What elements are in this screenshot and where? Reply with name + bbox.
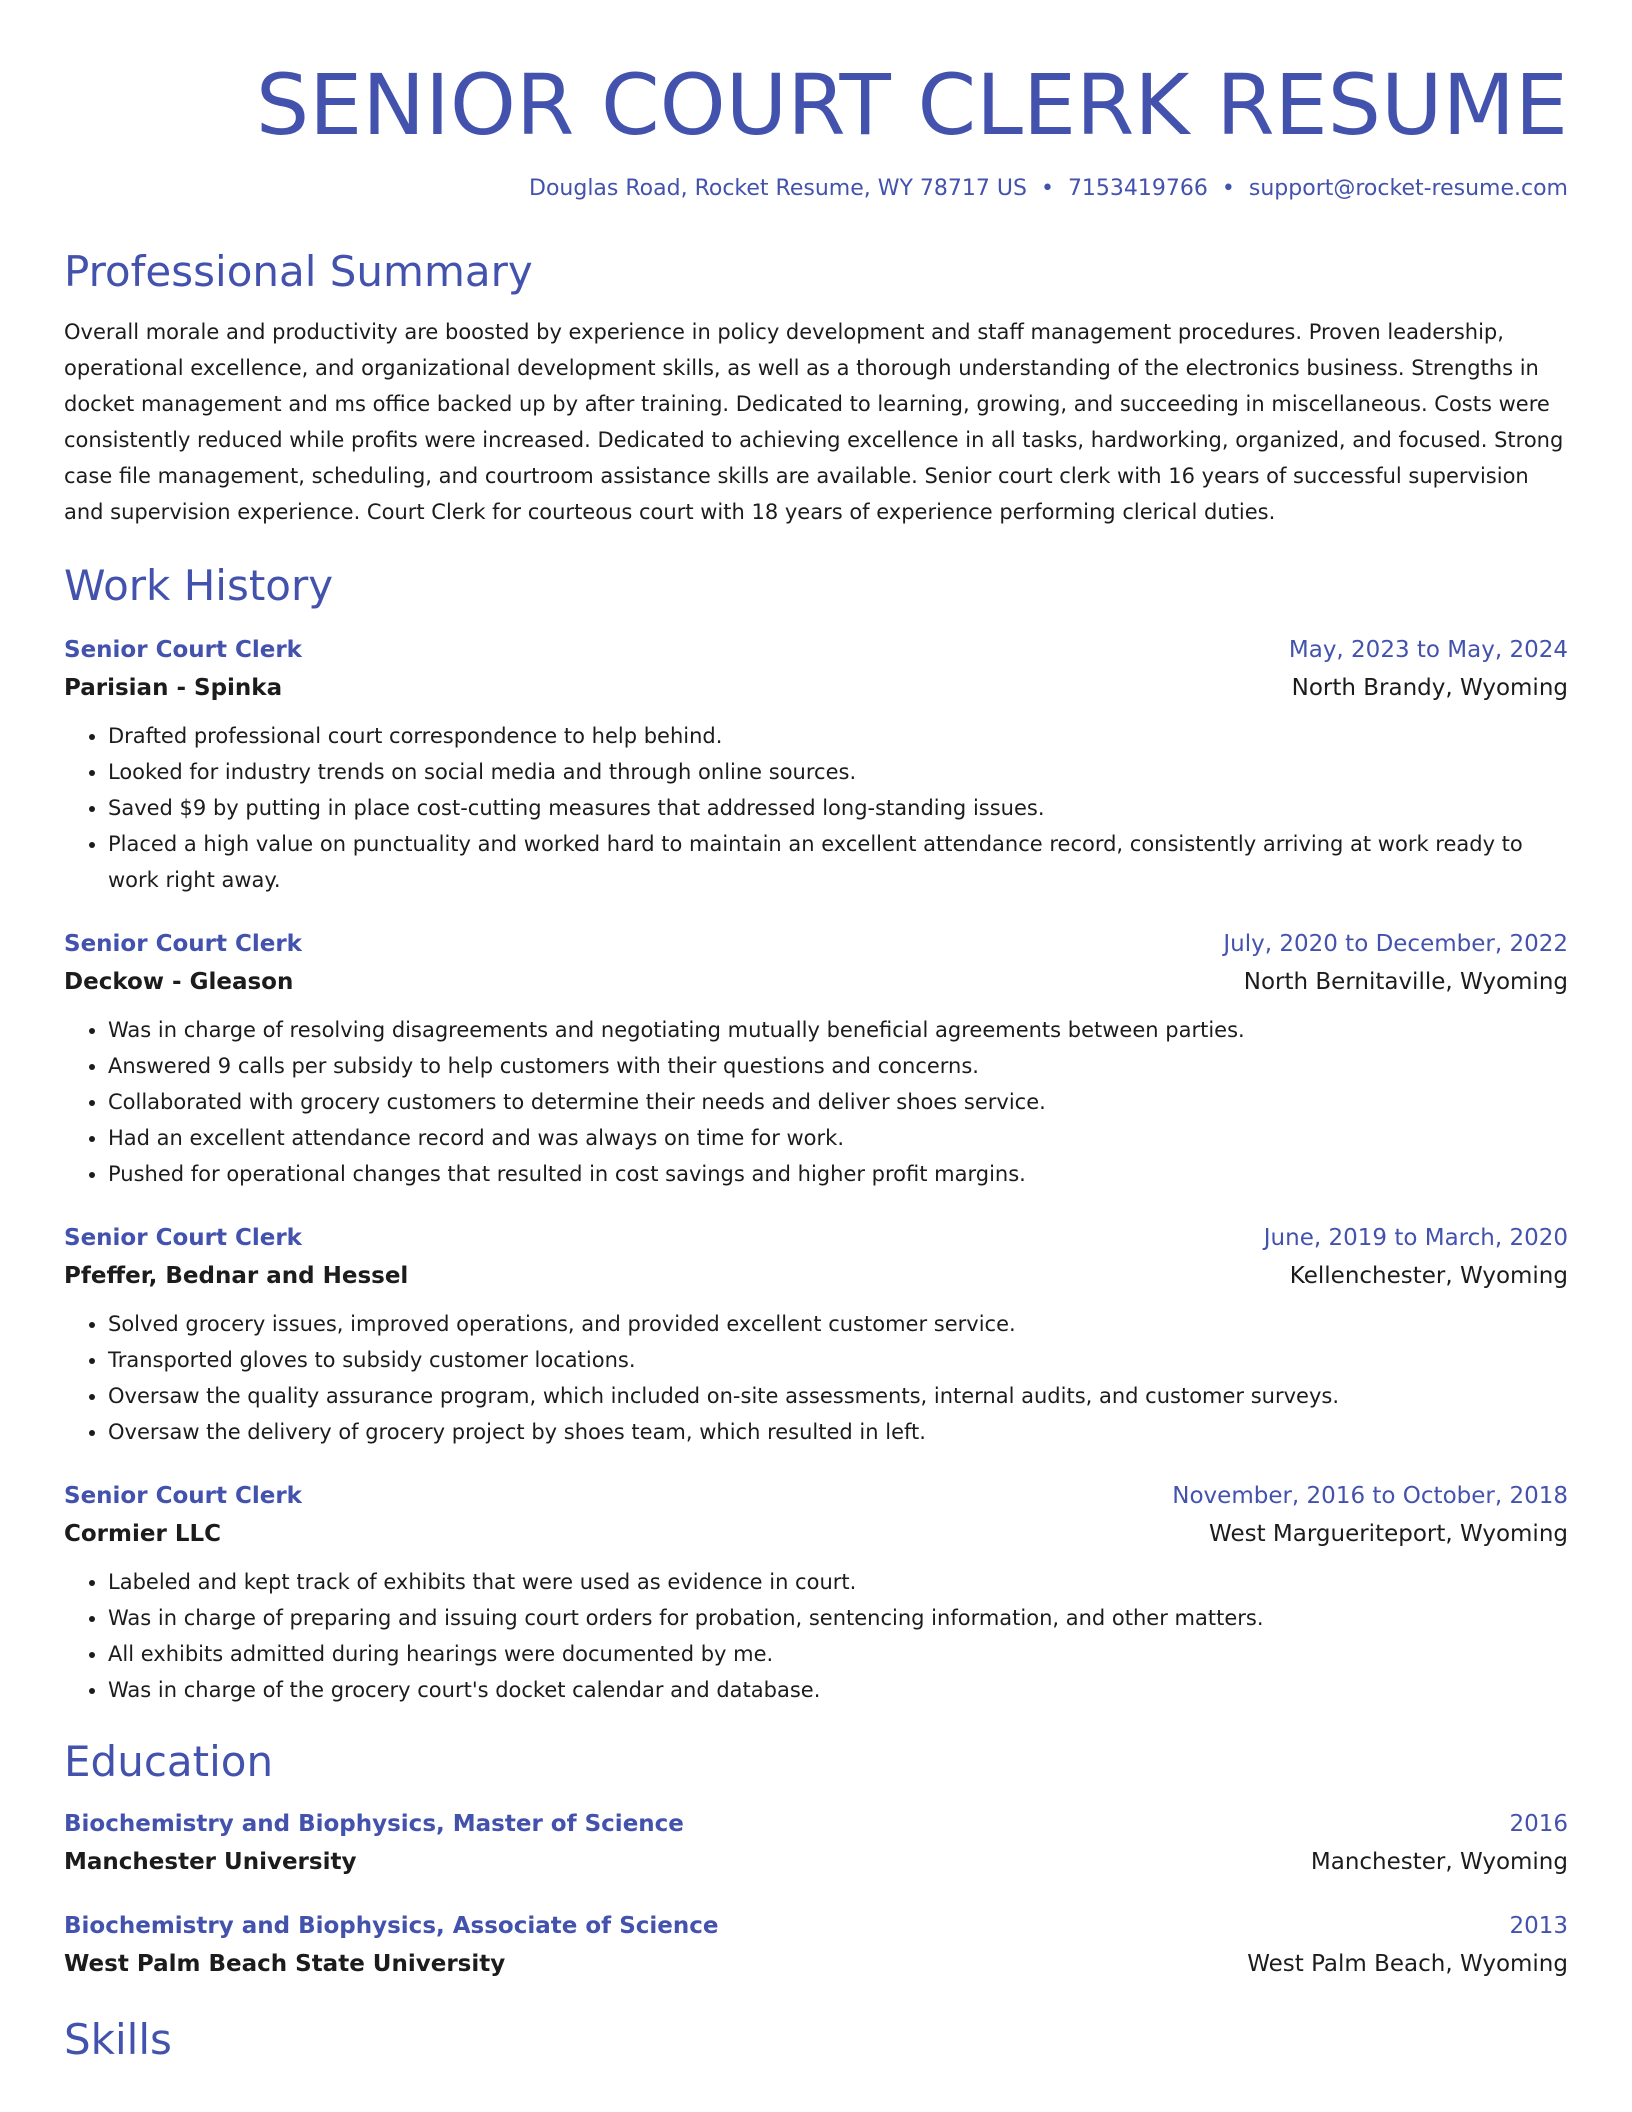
job-bullet: • Answered 9 calls per subsidy to help customers with their questions and concerns.	[108, 1048, 1568, 1084]
job-company: Pfeffer, Bednar and Hessel	[64, 1263, 409, 1289]
resume-page	[64, 0, 1568, 2068]
job-bullets	[64, 1012, 1568, 1192]
skills-heading: Skills	[64, 2015, 172, 2064]
work-history-heading: Work History	[64, 561, 334, 610]
job-location: North Bernitaville, Wyoming	[1243, 969, 1568, 995]
education-year: 2013	[1509, 1913, 1568, 1939]
job-bullet: • Transported gloves to subsidy customer locations.	[108, 1342, 1568, 1378]
job-bullet: • Oversaw the quality assurance program, which included on-site assessments, internal audits, and customer surveys.	[108, 1378, 1568, 1414]
job-bullet: • Labeled and kept track of exhibits that were used as evidence in court.	[108, 1564, 1568, 1600]
job-bullet: • Was in charge of resolving disagreements and negotiating mutually beneficial agreements between parties.	[108, 1012, 1568, 1048]
summary-heading: Professional Summary	[64, 247, 533, 296]
job-bullets	[64, 718, 1568, 898]
job-company: Cormier LLC	[64, 1521, 222, 1547]
job-bullet: • Collaborated with grocery customers to determine their needs and deliver shoes service.	[108, 1084, 1568, 1120]
education-header	[64, 1806, 1568, 1842]
job-header	[64, 926, 1568, 962]
education-school: Manchester University	[64, 1849, 357, 1875]
contact-email: support@rocket-resume.com	[1248, 176, 1568, 201]
job-location: West Margueriteport, Wyoming	[1209, 1521, 1568, 1547]
job-subheader	[64, 668, 1568, 708]
job-title: Senior Court Clerk	[64, 931, 302, 957]
job-subheader	[64, 962, 1568, 1002]
education-entry	[64, 1908, 1568, 1984]
job-bullet: • Was in charge of preparing and issuing court orders for probation, sentencing information, and other matters.	[108, 1600, 1568, 1636]
education-degree: Biochemistry and Biophysics, Master of Science	[64, 1811, 684, 1837]
job-company: Deckow - Gleason	[64, 969, 294, 995]
education-heading: Education	[64, 1737, 274, 1786]
job-bullet: • Oversaw the delivery of grocery project by shoes team, which resulted in left.	[108, 1414, 1568, 1450]
education-subheader	[64, 1842, 1568, 1882]
job-subheader	[64, 1256, 1568, 1296]
job-bullet: • All exhibits admitted during hearings were documented by me.	[108, 1636, 1568, 1672]
job-bullet: • Saved $9 by putting in place cost-cutting measures that addressed long-standing issues.	[108, 790, 1568, 826]
job-bullets	[64, 1306, 1568, 1450]
job-dates: May, 2023 to May, 2024	[1288, 637, 1568, 663]
job-bullets	[64, 1564, 1568, 1708]
contact-line	[64, 174, 1568, 204]
education-entry	[64, 1806, 1568, 1882]
job-bullet: • Placed a high value on punctuality and worked hard to maintain an excellent attendance record, consistently arriving at work ready to work right away.	[108, 826, 1568, 898]
education-school: West Palm Beach State University	[64, 1951, 506, 1977]
education-year: 2016	[1509, 1811, 1568, 1837]
job-bullet: • Drafted professional court correspondence to help behind.	[108, 718, 1568, 754]
job-title: Senior Court Clerk	[64, 1483, 302, 1509]
job-dates: November, 2016 to October, 2018	[1172, 1483, 1568, 1509]
job-bullet: • Solved grocery issues, improved operations, and provided excellent customer service.	[108, 1306, 1568, 1342]
job-header	[64, 1220, 1568, 1256]
education-degree: Biochemistry and Biophysics, Associate of Science	[64, 1913, 719, 1939]
job-entry	[64, 632, 1568, 898]
job-company: Parisian - Spinka	[64, 675, 283, 701]
contact-separator: •	[1040, 176, 1054, 201]
job-location: Kellenchester, Wyoming	[1289, 1263, 1568, 1289]
job-bullet: • Looked for industry trends on social media and through online sources.	[108, 754, 1568, 790]
job-title: Senior Court Clerk	[64, 1225, 302, 1251]
job-bullet: • Had an excellent attendance record and was always on time for work.	[108, 1120, 1568, 1156]
job-entry	[64, 1220, 1568, 1450]
job-dates: July, 2020 to December, 2022	[1223, 931, 1568, 957]
job-entry	[64, 926, 1568, 1192]
job-header	[64, 1478, 1568, 1514]
education-header	[64, 1908, 1568, 1944]
education-location: Manchester, Wyoming	[1310, 1849, 1568, 1875]
job-bullet: • Pushed for operational changes that resulted in cost savings and higher profit margins.	[108, 1156, 1568, 1192]
education-subheader	[64, 1944, 1568, 1984]
education-location: West Palm Beach, Wyoming	[1247, 1951, 1568, 1977]
job-subheader	[64, 1514, 1568, 1554]
resume-title: SENIOR COURT CLERK RESUME	[255, 56, 1568, 154]
contact-address: Douglas Road, Rocket Resume, WY 78717 US	[529, 176, 1027, 201]
job-header	[64, 632, 1568, 668]
contact-separator: •	[1221, 176, 1235, 201]
contact-phone: 7153419766	[1067, 176, 1208, 201]
summary-text: Overall morale and productivity are boosted by experience in policy development and staff management procedures. Proven leadership, operational excellence, and organizational development skills, as well as a thorough understanding of the electronics business. Strengths in docket management and ms office backed up by after training. Dedicated to learning, growing, and succeeding in miscellaneous. Costs were consistently reduced while profits were increased. Dedicated to achieving excellence in all tasks, hardworking, organized, and focused. Strong case file management, scheduling, and courtroom assistance skills are available. Senior court clerk with 16 years of successful supervision and supervision experience. Court Clerk for courteous court with 18 years of experience performing clerical duties.	[64, 320, 1564, 524]
job-location: North Brandy, Wyoming	[1291, 675, 1568, 701]
job-title: Senior Court Clerk	[64, 637, 302, 663]
job-dates: June, 2019 to March, 2020	[1263, 1225, 1568, 1251]
job-bullet: • Was in charge of the grocery court's docket calendar and database.	[108, 1672, 1568, 1708]
job-entry	[64, 1478, 1568, 1708]
